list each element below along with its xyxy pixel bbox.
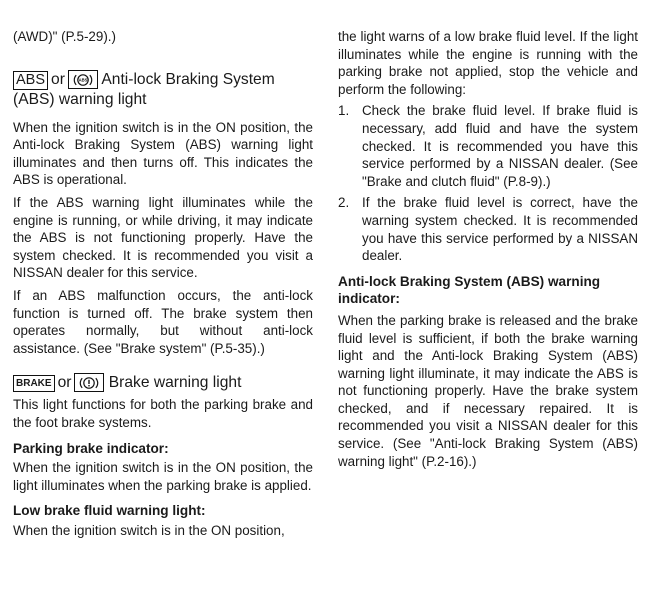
abs-indicator-heading: Anti-lock Braking System (ABS) warning indicator: [338, 273, 601, 307]
brake-warning-light-heading [13, 373, 313, 392]
abs-para-3: If an ABS malfunction occurs, the anti-lock function is turned off. The brake system then operates normally, but without anti-lock assistance. (See "Brake system" (P.5-35).) [13, 287, 313, 356]
right-column [338, 28, 638, 470]
low-fluid-text: When the ignition switch is in the ON position, [13, 522, 285, 538]
abs-warning-light-title: Anti-lock Braking System (ABS) warning light [13, 70, 275, 108]
step-text: Check the brake fluid level. If brake fluid is necessary, add fluid and have the system checked. It is recommended you have this service performed by a NISSAN dealer. (See "Brake and clutch fluid" (P.8-9).) [362, 103, 638, 189]
brake-badge: BRAKE [13, 375, 55, 392]
abs-para-1: When the ignition switch is in the ON position, the Anti-lock Braking System (ABS) warning light illuminates and then turns off. This indicates the ABS is operational. [13, 119, 313, 188]
step-number: 2. [338, 195, 350, 211]
left-column [13, 28, 313, 539]
list-item [338, 194, 638, 264]
abs-warning-light-heading [13, 70, 313, 109]
list-item [338, 102, 638, 190]
parking-brake-heading: Parking brake indicator: [13, 440, 169, 456]
right-continuation-text: the light warns of a low brake fluid level. If the light illuminates while the engine is running with the parking brake not applied, stop the vehicle and perform the following: [338, 29, 638, 97]
abs-circle-icon [68, 70, 98, 89]
abs-badge: ABS [13, 71, 48, 90]
svg-text:ABS: ABS [78, 77, 88, 83]
brake-warning-light-title: Brake warning light [108, 374, 242, 392]
abs-para-2: If the ABS warning light illuminates while the engine is running, or while driving, it may indicate the ABS is not functioning properly. Have the system checked. It is recommended you visit a NISSAN dealer for this service. [13, 194, 313, 281]
steps-list [338, 102, 638, 264]
parking-brake-text: When the ignition switch is in the ON position, the light illuminates when the parking brake is applied. [13, 460, 313, 493]
abs-indicator-text: When the parking brake is released and the brake fluid level is sufficient, if both the brake warning light and the Anti-lock Braking System (ABS) warning light illuminate, it may indicate the ABS is not functioning properly. Have the brake system checked, and if necessary repaired. It is recommended you visit a NISSAN dealer for this service. (See "Anti-lock Braking System (ABS) warning light" (P.2-16).) [338, 312, 638, 469]
step-number: 1. [338, 103, 350, 119]
brake-circle-icon [74, 373, 104, 392]
left-continuation-text: (AWD)" (P.5-29).) [13, 29, 116, 44]
brake-para-1: This light functions for both the parking brake and the foot brake systems. [13, 397, 313, 430]
step-text: If the brake fluid level is correct, have the warning system checked. It is recommended you have this service performed by a NISSAN dealer. [362, 195, 638, 264]
low-fluid-heading: Low brake fluid warning light: [13, 503, 206, 519]
abs-or-text: or [51, 70, 65, 88]
brake-or-text: or [57, 374, 72, 392]
